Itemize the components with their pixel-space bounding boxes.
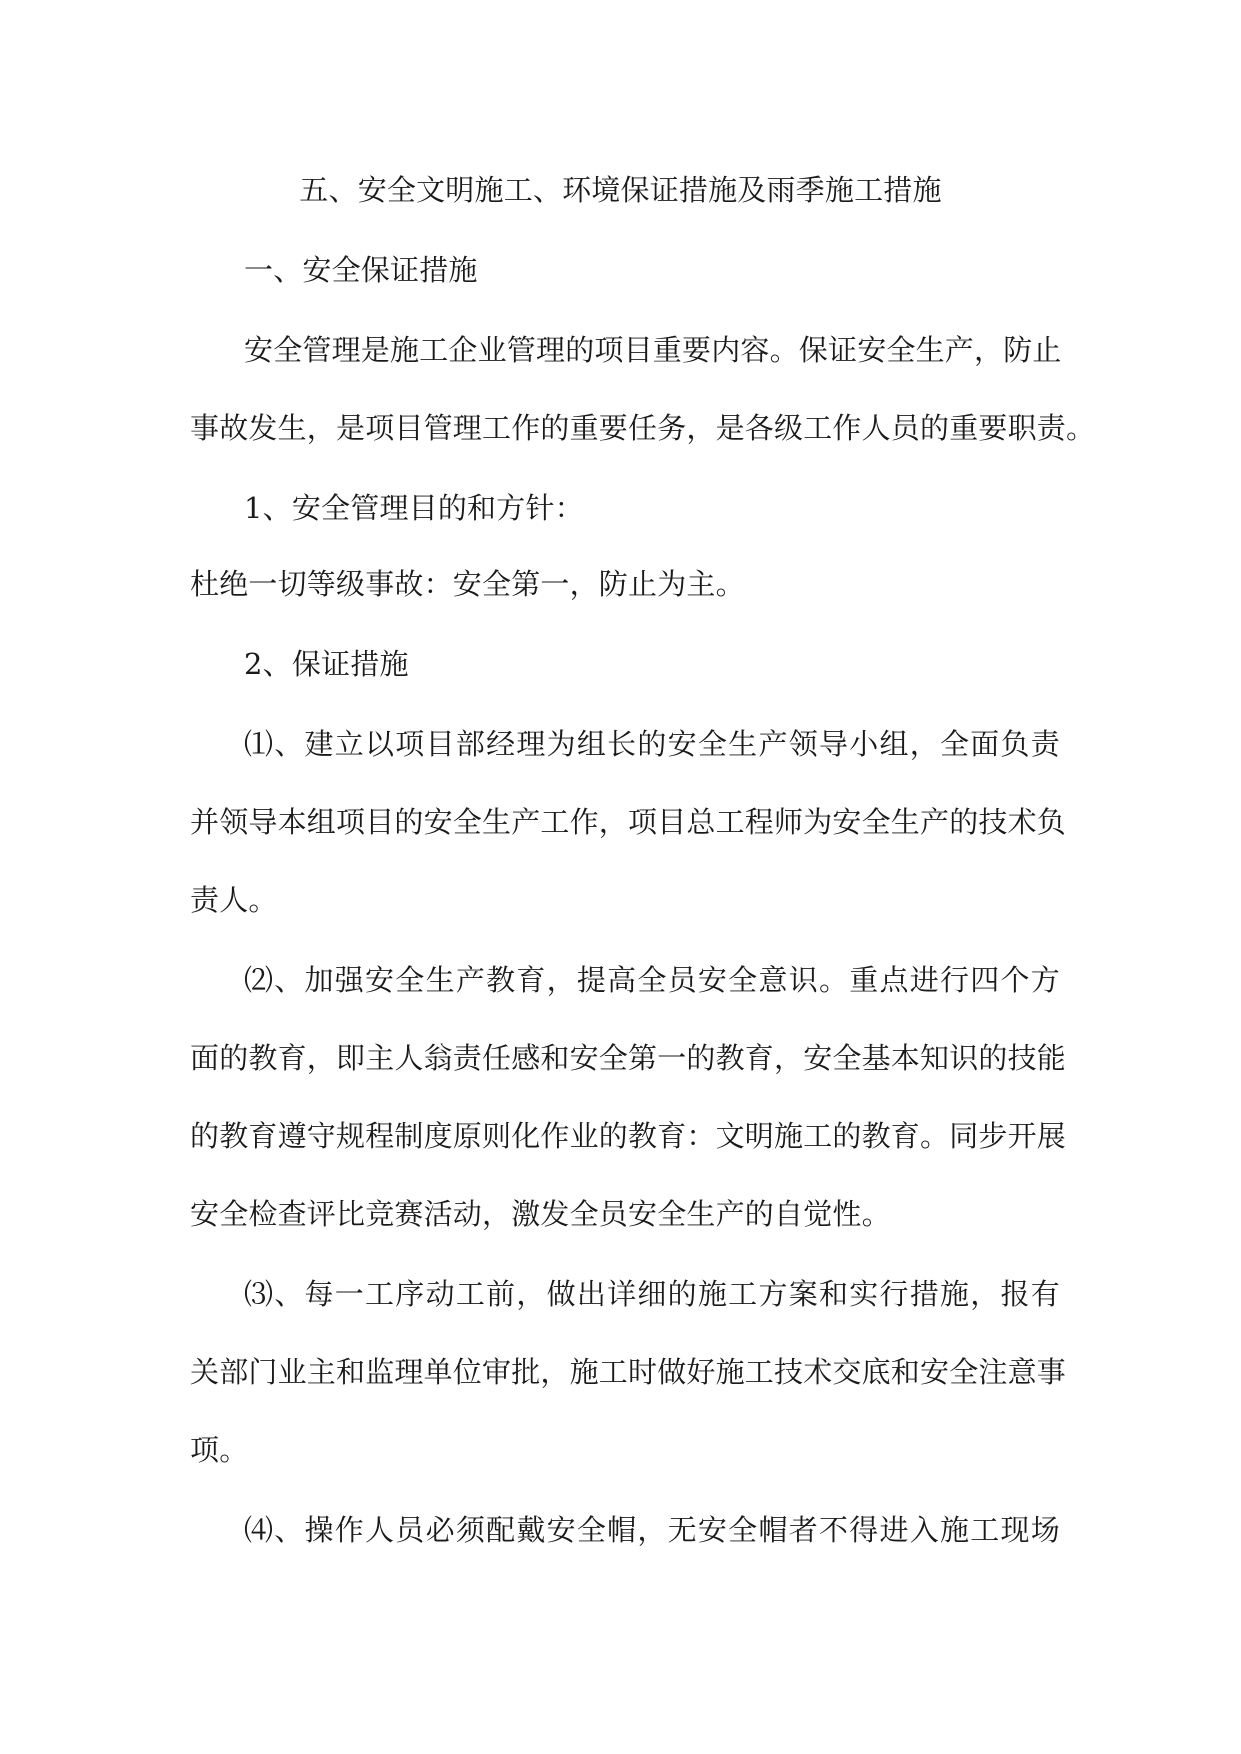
paragraph-line: 责人。 [190,883,278,917]
paragraph-line: ⑵、加强安全生产教育，提高全员安全意识。重点进行四个方 [244,963,1060,997]
item-heading-measures: 2、保证措施 [244,647,409,681]
paragraph-line: ⑶、每一工序动工前，做出详细的施工方案和实行措施，报有 [244,1277,1060,1311]
paragraph-line: ⑴、建立以项目部经理为组长的安全生产领导小组，全面负责 [244,727,1060,761]
paragraph-line: 并领导本组项目的安全生产工作，项目总工程师为安全生产的技术负 [190,805,1067,839]
paragraph-line: 安全检查评比竞赛活动，激发全员安全生产的自觉性。 [190,1197,891,1231]
paragraph-line: 面的教育，即主人翁责任感和安全第一的教育，安全基本知识的技能 [190,1041,1067,1075]
paragraph-line: 事故发生，是项目管理工作的重要任务，是各级工作人员的重要职责。 [190,411,1096,445]
item-heading-goal: 1、安全管理目的和方针： [244,491,584,525]
document-title: 五、安全文明施工、环境保证措施及雨季施工措施 [299,173,942,207]
section-heading-safety: 一、安全保证措施 [244,253,478,287]
paragraph-line: 的教育遵守规程制度原则化作业的教育：文明施工的教育。同步开展 [190,1119,1067,1153]
paragraph-line: 项。 [190,1433,249,1467]
paragraph-line: 杜绝一切等级事故：安全第一，防止为主。 [190,567,745,601]
paragraph-line: 关部门业主和监理单位审批，施工时做好施工技术交底和安全注意事 [190,1355,1067,1389]
paragraph-line: 安全管理是施工企业管理的项目重要内容。保证安全生产，防止 [244,333,1062,367]
paragraph-line: ⑷、操作人员必须配戴安全帽，无安全帽者不得进入施工现场 [244,1513,1060,1547]
